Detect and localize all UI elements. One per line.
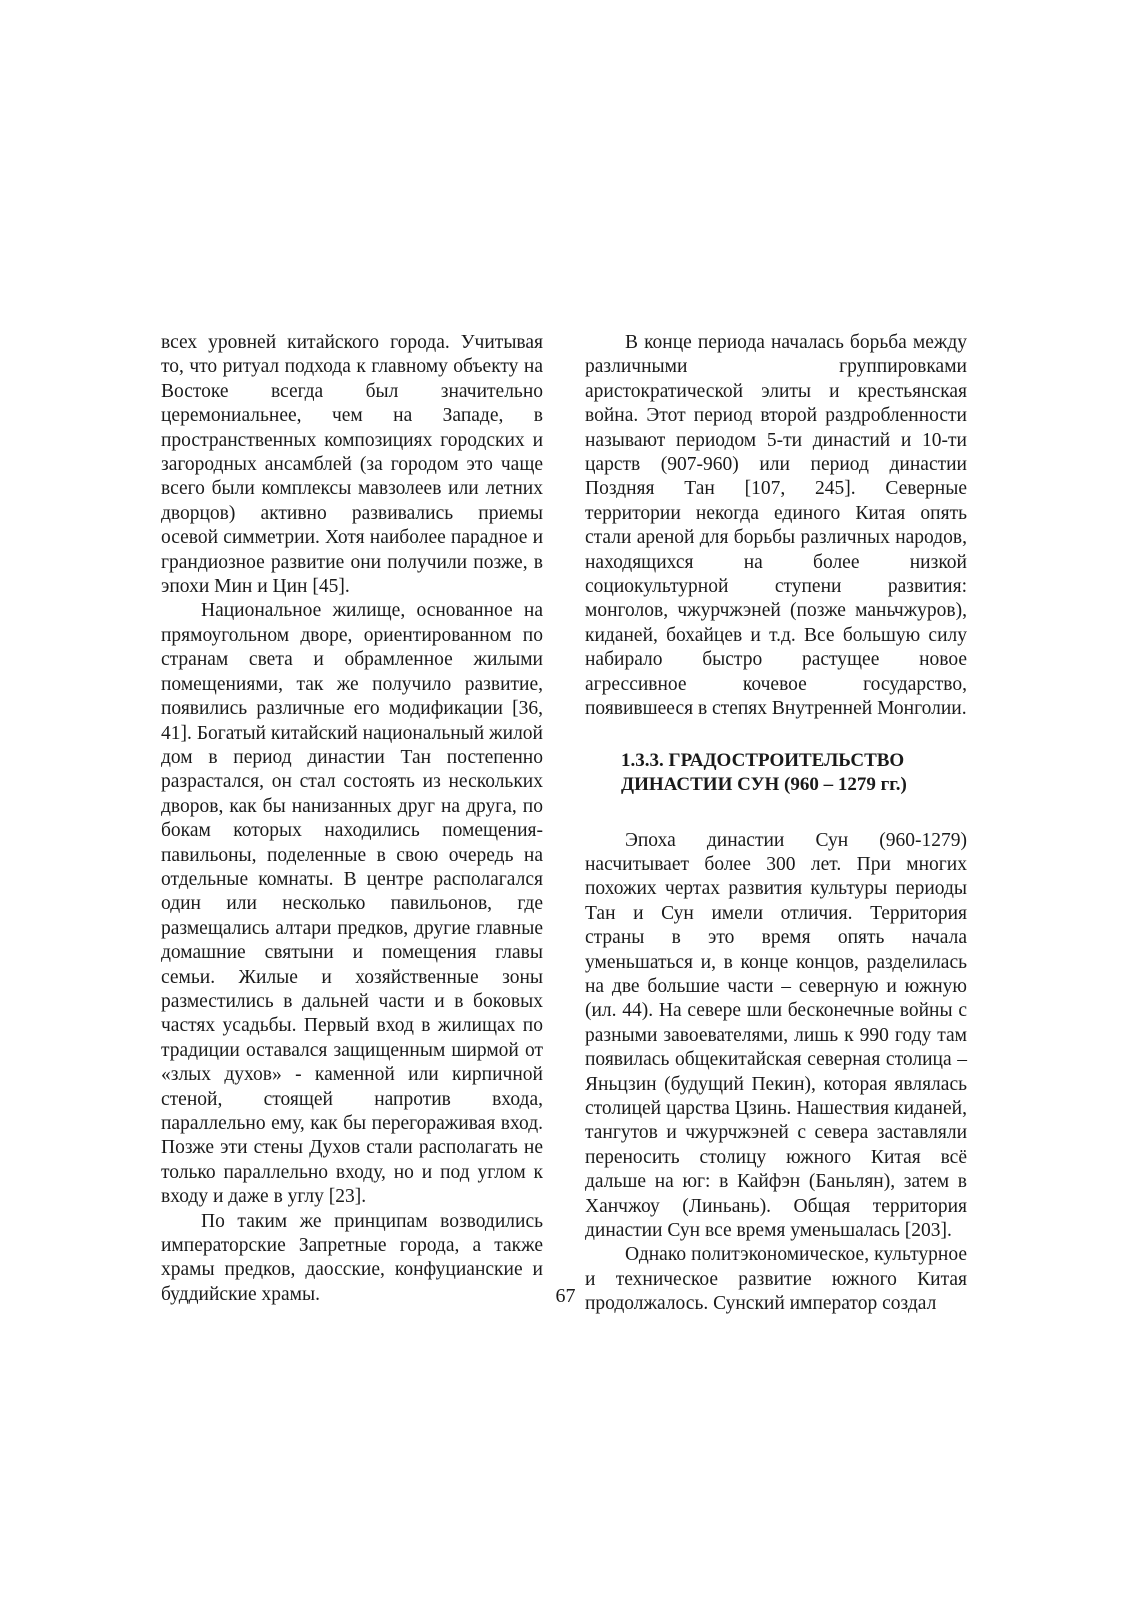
paragraph: Национальное жилище, основанное на прямоугольном дворе, ориентированном по странам света и обрамленное жилыми помещениями, так же получило развитие, появились различные его модификации [36, 41]. Богатый китайский национальный жилой дом в период династии Тан постепенно разрастался, он стал состоять из нескольких дворов, как бы нанизанных друг на друга, по бокам которых находились помещения-павильоны, поделенные в свою очередь на отдельные комнаты. В центре располагался один или несколько павильонов, где размещались алтари предков, другие главные домашние святыни и помещения главы семьи. Жилые и хозяйственные зоны разместились в дальней части и в боковых частях усадьбы. Первый вход в жилищах по традиции оставался защищенным ширмой от «злых духов» - каменной или кирпичной стеной, стоящей напротив входа, параллельно ему, как бы перегораживая вход. Позже эти стены Духов стали располагать не только параллельно входу, но и под углом к входу и даже в углу [23]. (161, 600, 543, 1208)
paragraph: всех уровней китайского города. Учитывая то, что ритуал подхода к главному объекту на Востоке всегда был значительно церемониальнее, чем на Западе, в пространственных композициях городских и загородных ансамблей (за городом это чаще всего были комплексы мавзолеев или летних дворцов) активно развивались приемы осевой симметрии. Хотя наиболее парадное и грандиозное развитие они получили позже, в эпохи Мин и Цин [45]. (161, 332, 543, 598)
section-heading-line: 1.3.3. ГРАДОСТРОИТЕЛЬСТВО (621, 749, 905, 771)
paragraph: В конце периода началась борьба между различными группировками аристократической элиты и крестьянская война. Этот период второй раздробленности называют периодом 5-ти династий и 10-ти царств (907-960) или период династии Поздняя Тан [107, 245]. Северные территории некогда единого Китая опять стали ареной для борьбы различных народов, находящихся на более низкой социокультурной ступени развития: монголов, чжурчжэней (позже маньчжуров), киданей, бохайцев и т.д. Все большую силу набирало быстро растущее новое агрессивное кочевое государство, появившееся в степях Внутренней Монголии. (585, 332, 967, 720)
right-column (585, 331, 967, 1317)
section-heading (621, 749, 967, 797)
page-number: 67 (555, 1285, 576, 1307)
paragraph: Однако политэкономическое, культурное и техническое развитие южного Китая продолжалось. Сунский император создал (585, 1244, 967, 1315)
left-column (161, 331, 543, 1307)
paragraph: По таким же принципам возводились императорские Запретные города, а также храмы предков, даосские, конфуцианские и буддийские храмы. (161, 1210, 543, 1305)
paragraph: Эпоха династии Сун (960-1279) насчитывает более 300 лет. При многих похожих чертах развития культуры периоды Тан и Сун имели отличия. Территория страны в это время опять начала уменьшаться и, в конце концов, разделилась на две большие части – северную и южную (ил. 44). На севере шли бесконечные войны с разными завоевателями, лишь к 990 году там появилась общекитайская северная столица – Яньцзин (будущий Пекин), которая являлась столицей царства Цзинь. Нашествия киданей, тангутов и чжурчжэней с севера заставляли переносить столицу южного Китая всё дальше на юг: в Кайфэн (Баньлян), затем в Ханчжоу (Линьань). Общая территория династии Сун все время уменьшалась [203]. (585, 829, 967, 1241)
section-heading-line: ДИНАСТИИ СУН (960 – 1279 гг.) (621, 773, 907, 795)
